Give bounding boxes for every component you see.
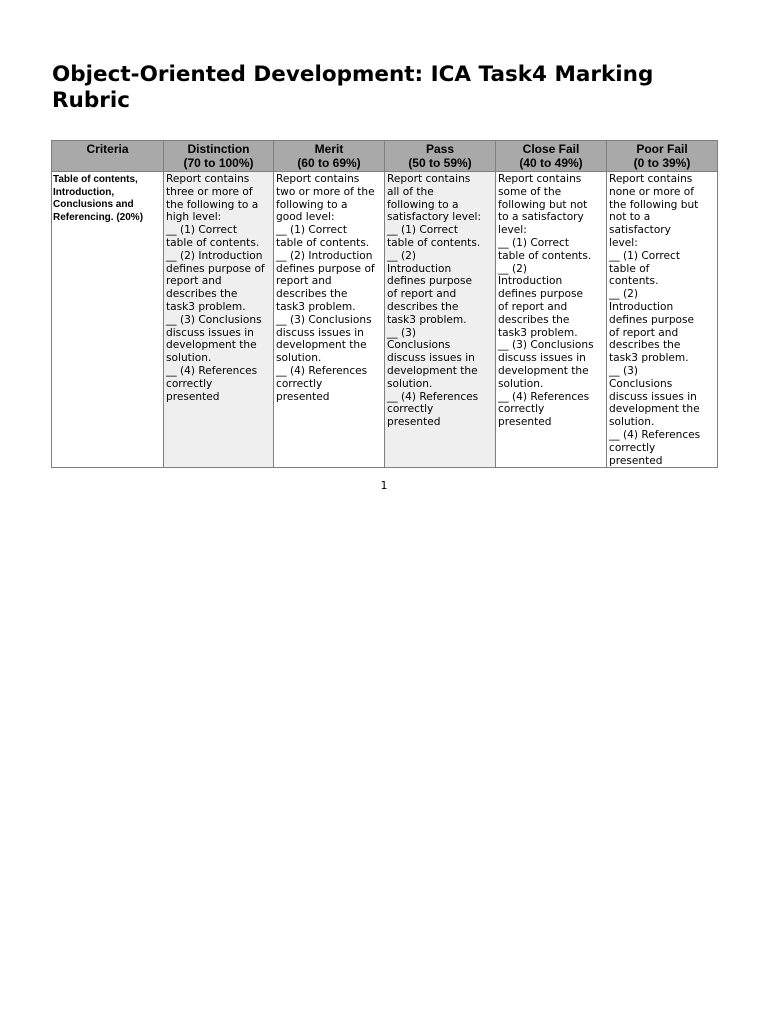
cell-text-line: task3 problem.: [609, 352, 689, 365]
cell-text-line: report and: [166, 275, 222, 288]
cell-text-line: defines purpose: [387, 275, 473, 288]
cell-text-line: development the: [166, 339, 257, 352]
cell-text-line: __ (2): [387, 249, 416, 262]
cell-text-line: good level:: [276, 211, 335, 224]
cell-text-line: describes the: [498, 313, 570, 326]
table-row: [52, 172, 718, 468]
cell-text-line: correctly: [387, 403, 434, 416]
cell-text-line: Report contains: [166, 173, 250, 185]
header-close-fail: [496, 141, 607, 172]
header-pass: [385, 141, 496, 172]
cell-text-line: not to a: [609, 211, 651, 224]
cell-text-line: development the: [276, 339, 367, 352]
cell-text-line: solution.: [166, 352, 212, 365]
header-range: (0 to 39%): [633, 156, 691, 170]
header-merit: [274, 141, 385, 172]
cell-text-line: __ (3): [609, 364, 638, 377]
cell-text-line: Table of contents,: [53, 174, 138, 185]
cell-text-line: __ (1) Correct: [609, 249, 681, 262]
cell-text-line: discuss issues in: [276, 326, 364, 339]
cell-text-line: following to a: [276, 198, 348, 211]
cell-text-line: solution.: [387, 377, 433, 390]
cell-text-line: Report contains: [387, 173, 471, 185]
cell-text-line: correctly: [276, 377, 323, 390]
cell-text-line: discuss issues in: [387, 352, 475, 365]
cell-text-line: __ (4) References: [609, 428, 701, 441]
cell-text-line: correctly: [609, 441, 656, 454]
cell-text-line: task3 problem.: [387, 313, 467, 326]
header-name: Poor Fail: [636, 142, 688, 156]
cell-text-line: describes the: [609, 339, 681, 352]
cell-text-line: __ (3) Conclusions: [276, 313, 372, 326]
cell-text-line: Conclusions and: [53, 199, 134, 211]
header-name: Merit: [314, 142, 344, 156]
cell-text-line: two or more of the: [276, 185, 375, 198]
cell-text-line: table of: [609, 262, 650, 275]
cell-text-line: of report and: [387, 288, 457, 301]
cell-text-line: __ (2) Introduction: [166, 249, 263, 262]
cell-text-line: __ (4) References: [166, 364, 258, 377]
header-criteria: [52, 141, 164, 172]
cell-text-line: __ (1) Correct: [498, 236, 570, 249]
cell-text-line: __ (2): [498, 262, 527, 275]
cell-text-line: correctly: [498, 403, 545, 416]
distinction-cell: [164, 172, 274, 468]
cell-text-line: presented: [276, 390, 330, 403]
cell-text-line: of report and: [498, 300, 568, 313]
cell-text-line: development the: [498, 364, 589, 377]
cell-text-line: describes the: [387, 300, 459, 313]
cell-text-line: all of the: [387, 185, 434, 198]
header-range: (70 to 100%): [183, 156, 254, 170]
cell-text-line: table of contents.: [166, 236, 260, 249]
cell-text-line: the following to a: [166, 198, 259, 211]
pass-cell: [385, 172, 496, 468]
cell-text-line: presented: [387, 416, 441, 429]
merit-cell: [274, 172, 385, 468]
cell-text-line: defines purpose: [609, 313, 695, 326]
cell-text-line: report and: [276, 275, 332, 288]
cell-text-line: the following but: [609, 198, 699, 211]
cell-text-line: solution.: [276, 352, 322, 365]
table-header-row: [52, 141, 718, 172]
cell-text-line: level:: [498, 224, 527, 237]
cell-text-line: Referencing. (20%): [53, 211, 144, 223]
page-title: Object-Oriented Development: ICA Task4 Marking Rubric: [52, 62, 654, 113]
cell-text-line: following but not: [498, 198, 588, 211]
cell-text-line: Report contains: [498, 173, 582, 185]
cell-text-line: __ (3): [387, 326, 416, 339]
cell-text-line: __ (3) Conclusions: [498, 339, 594, 352]
cell-text-line: describes the: [166, 288, 238, 301]
cell-text-line: task3 problem.: [498, 326, 578, 339]
cell-text-line: __ (1) Correct: [387, 224, 459, 237]
cell-text-line: task3 problem.: [166, 300, 246, 313]
criteria-cell: [52, 172, 164, 468]
cell-text-line: Introduction: [609, 300, 674, 313]
cell-text-line: to a satisfactory: [498, 211, 584, 224]
cell-text-line: contents.: [609, 275, 659, 288]
header-range: (50 to 59%): [408, 156, 472, 170]
cell-text-line: satisfactory level:: [387, 211, 482, 224]
header-name: Pass: [425, 142, 455, 156]
cell-text-line: solution.: [609, 416, 655, 429]
cell-text-line: presented: [609, 454, 663, 467]
cell-text-line: defines purpose of: [276, 262, 375, 275]
header-name: Close Fail: [522, 142, 580, 156]
cell-text-line: presented: [498, 416, 552, 429]
cell-text-line: solution.: [498, 377, 544, 390]
cell-text-line: following to a: [387, 198, 459, 211]
cell-text-line: __ (2) Introduction: [276, 249, 373, 262]
cell-text-line: Introduction: [387, 262, 452, 275]
cell-text-line: table of contents.: [498, 249, 592, 262]
cell-text-line: development the: [609, 403, 700, 416]
page-number: 1: [380, 479, 388, 492]
cell-text-line: table of contents.: [276, 236, 370, 249]
cell-text-line: __ (2): [609, 288, 638, 301]
header-distinction: [164, 141, 274, 172]
cell-text-line: table of contents.: [387, 236, 481, 249]
cell-text-line: describes the: [276, 288, 348, 301]
cell-text-line: task3 problem.: [276, 300, 356, 313]
cell-text-line: __ (1) Correct: [276, 224, 348, 237]
cell-text-line: defines purpose: [498, 288, 584, 301]
marking-rubric-table: [51, 140, 718, 468]
header-poor-fail: [607, 141, 718, 172]
cell-text-line: __ (4) References: [387, 390, 479, 403]
cell-text-line: Report contains: [609, 173, 693, 185]
header-name: Distinction: [187, 142, 250, 156]
header-range: (60 to 69%): [297, 156, 361, 170]
cell-text-line: discuss issues in: [166, 326, 254, 339]
cell-text-line: presented: [166, 390, 220, 403]
header-range: (40 to 49%): [519, 156, 583, 170]
cell-text-line: Conclusions: [609, 377, 673, 390]
cell-text-line: three or more of: [166, 185, 253, 198]
cell-text-line: none or more of: [609, 185, 695, 198]
cell-text-line: Conclusions: [387, 339, 451, 352]
cell-text-line: some of the: [498, 185, 562, 198]
cell-text-line: defines purpose of: [166, 262, 265, 275]
cell-text-line: discuss issues in: [609, 390, 697, 403]
cell-text-line: Report contains: [276, 173, 360, 185]
cell-text-line: discuss issues in: [498, 352, 586, 365]
cell-text-line: __ (4) References: [276, 364, 368, 377]
cell-text-line: correctly: [166, 377, 213, 390]
cell-text-line: satisfactory: [609, 224, 671, 237]
cell-text-line: __ (4) References: [498, 390, 590, 403]
cell-text-line: __ (1) Correct: [166, 224, 238, 237]
cell-text-line: Introduction,: [53, 186, 115, 198]
cell-text-line: level:: [609, 236, 638, 249]
cell-text-line: development the: [387, 364, 478, 377]
cell-text-line: high level:: [166, 211, 222, 224]
cell-text-line: Introduction: [498, 275, 563, 288]
poor-fail-cell: [607, 172, 718, 468]
cell-text-line: of report and: [609, 326, 679, 339]
cell-text-line: __ (3) Conclusions: [166, 313, 262, 326]
close-fail-cell: [496, 172, 607, 468]
header-name: Criteria: [86, 142, 129, 156]
